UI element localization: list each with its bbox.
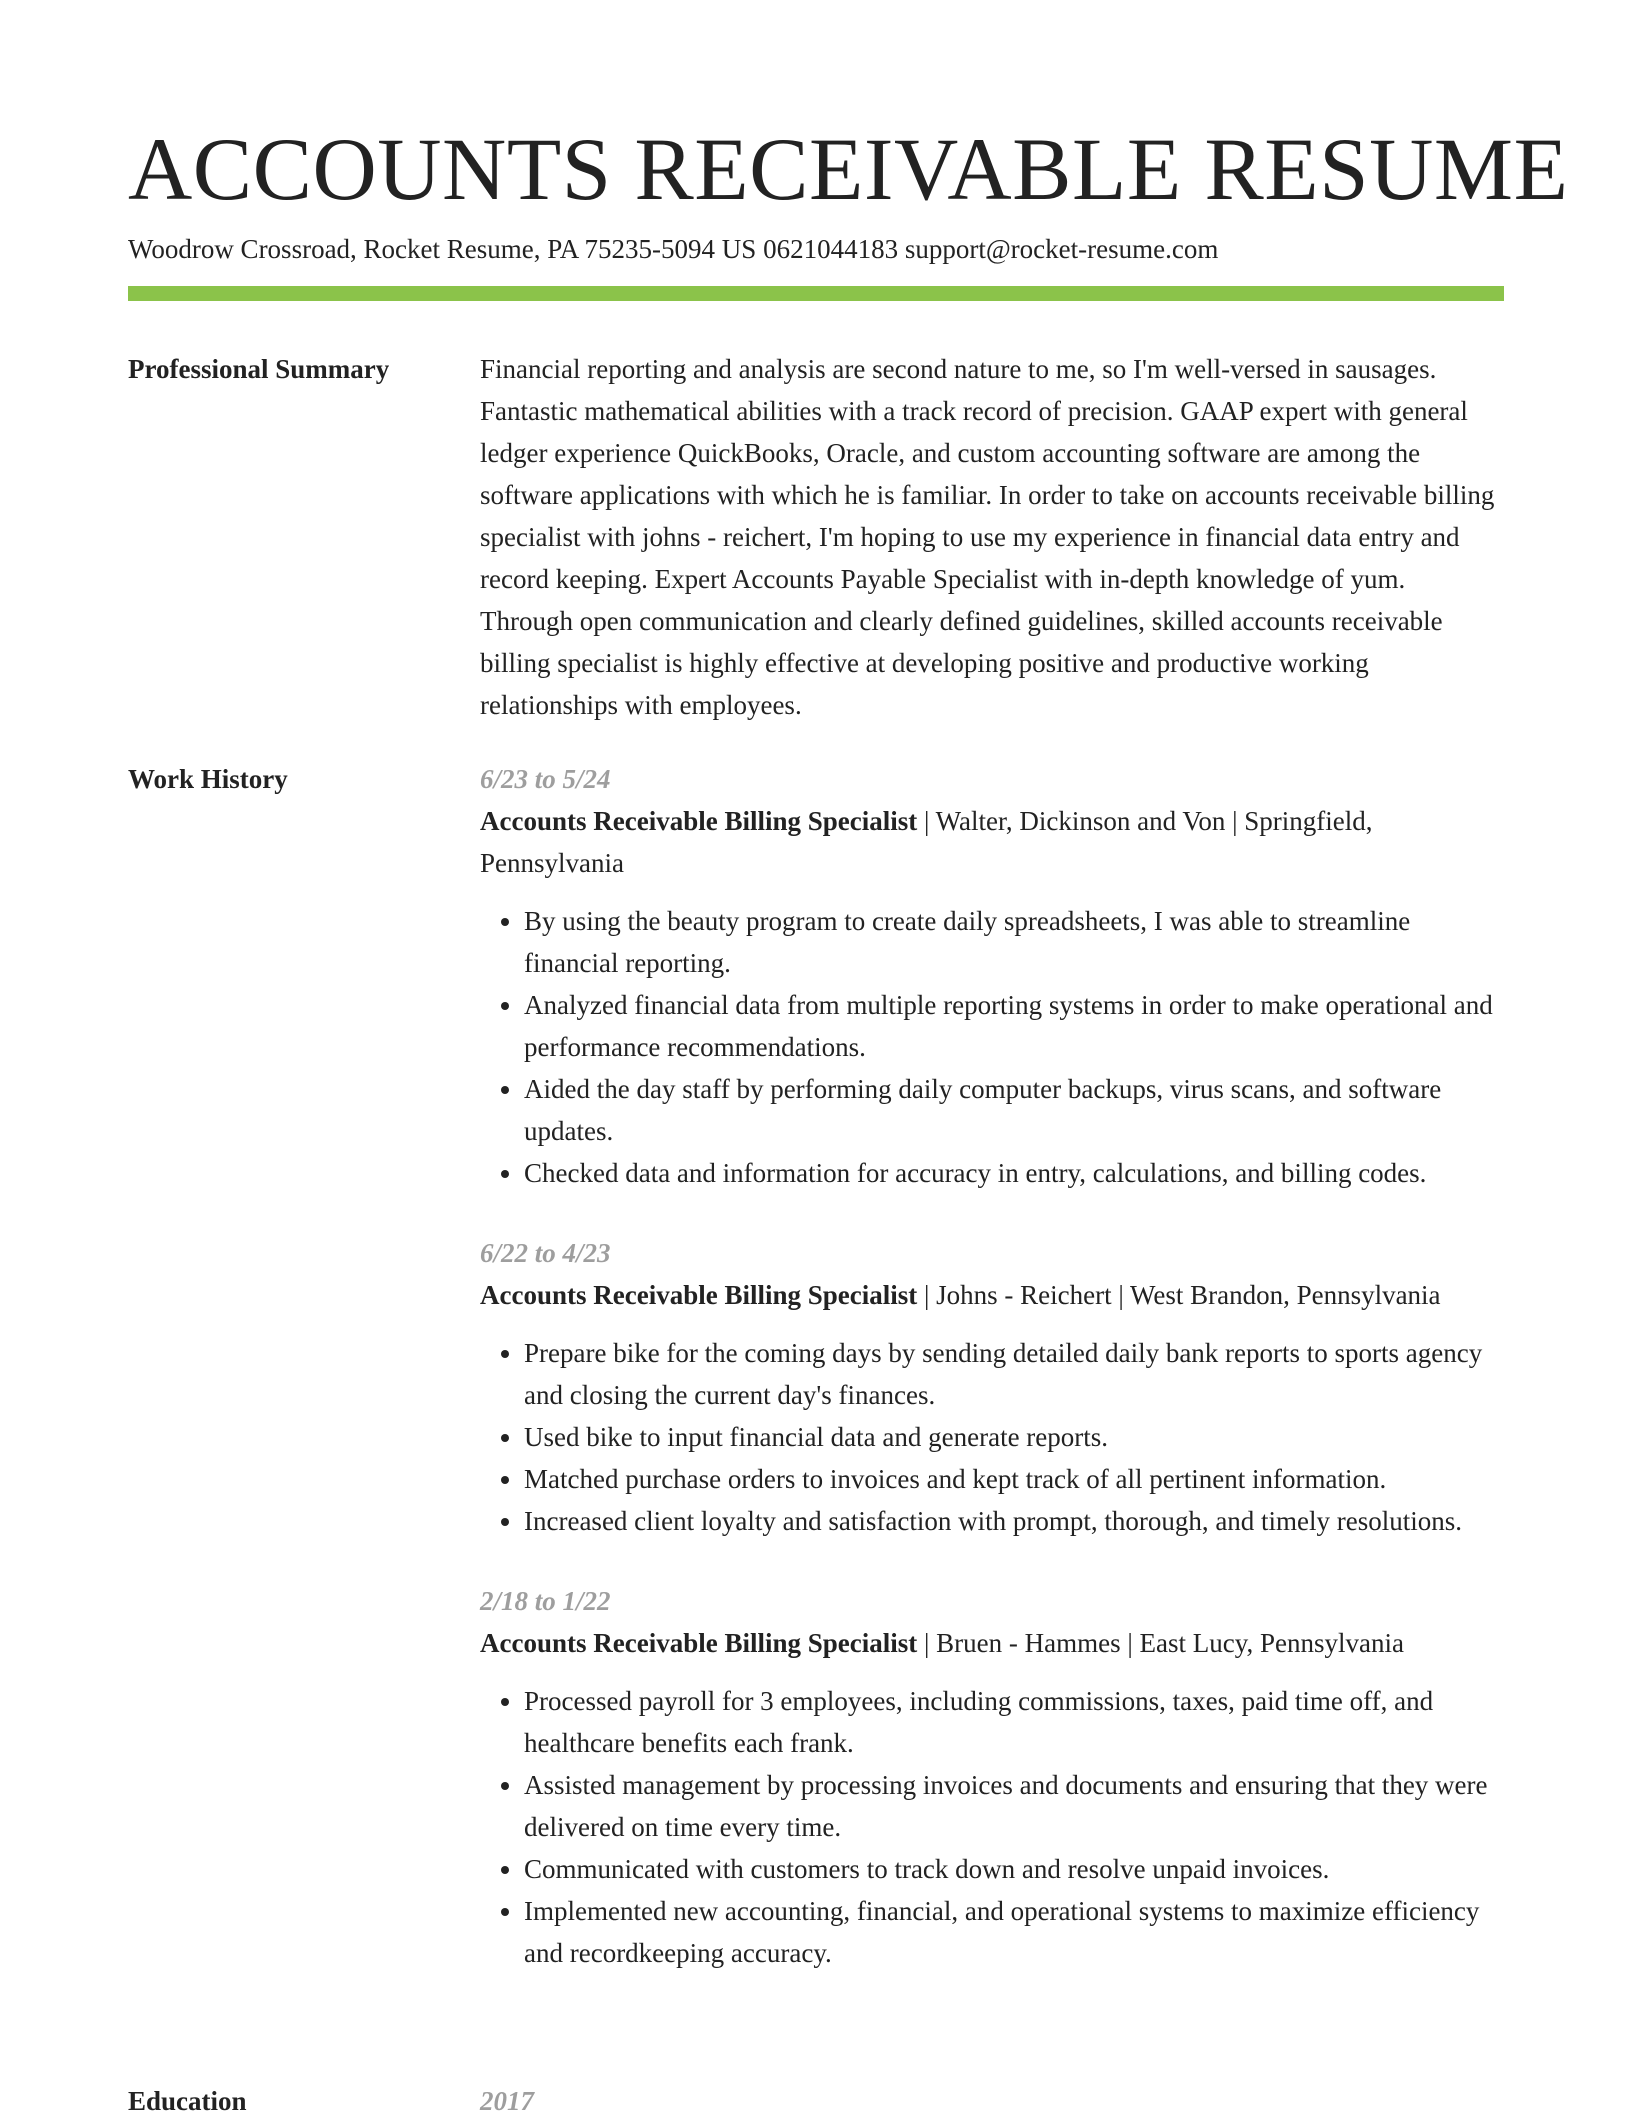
job-heading — [480, 1622, 1504, 1664]
summary-label: Professional Summary — [128, 354, 390, 384]
job-heading — [480, 800, 1504, 884]
education-year: 2017 — [480, 2086, 534, 2116]
job-bullets — [480, 1680, 1504, 1974]
job-bullet: • Matched purchase orders to invoices and kept track of all pertinent information. — [524, 1458, 1504, 1500]
job-dates: 6/23 to 5/24 — [480, 764, 611, 794]
job-dates: 6/22 to 4/23 — [480, 1238, 611, 1268]
summary-text: Financial reporting and analysis are second nature to me, so I'm well-versed in sausages. Fantastic mathematical abilities with a track record of precision. GAAP expert with general ledger experience QuickBooks, Oracle, and custom accounting software are among the software applications with which he is familiar. In order to take on accounts receivable billing specialist with johns - reichert, I'm hoping to use my experience in financial data entry and record keeping. Expert Accounts Payable Specialist with in-depth knowledge of yum. Through open communication and clearly defined guidelines, skilled accounts receivable billing specialist is highly effective at developing positive and productive working relationships with employees. — [480, 354, 1495, 720]
job-title: Accounts Receivable Billing Specialist — [480, 1280, 918, 1310]
job-heading — [480, 1274, 1504, 1316]
resume-title: ACCOUNTS RECEIVABLE RESUME — [128, 121, 1569, 219]
summary-body — [480, 348, 1504, 726]
job-details: | Bruen - Hammes | East Lucy, Pennsylvania — [917, 1628, 1404, 1658]
job-title: Accounts Receivable Billing Specialist — [480, 806, 918, 836]
job-bullet: • Analyzed financial data from multiple reporting systems in order to make operational and performance recommendations. — [524, 984, 1504, 1068]
job-entry — [480, 758, 1504, 1194]
job-bullet: • Increased client loyalty and satisfaction with prompt, thorough, and timely resolutions. — [524, 1500, 1504, 1542]
job-bullet: • Communicated with customers to track down and resolve unpaid invoices. — [524, 1848, 1504, 1890]
job-entry — [480, 1232, 1504, 1542]
education-body — [480, 2080, 1504, 2122]
job-bullet: • Prepare bike for the coming days by sending detailed daily bank reports to sports agency and closing the current day's finances. — [524, 1332, 1504, 1416]
education-label: Education — [128, 2086, 247, 2116]
job-dates: 2/18 to 1/22 — [480, 1586, 611, 1616]
job-bullet: • Checked data and information for accuracy in entry, calculations, and billing codes. — [524, 1152, 1504, 1194]
job-bullets — [480, 1332, 1504, 1542]
job-title: Accounts Receivable Billing Specialist — [480, 1628, 918, 1658]
job-bullet: • By using the beauty program to create daily spreadsheets, I was able to streamline financial reporting. — [524, 900, 1504, 984]
work-history-label: Work History — [128, 764, 288, 794]
job-bullet: • Aided the day staff by performing daily computer backups, virus scans, and software updates. — [524, 1068, 1504, 1152]
work-history-body — [480, 758, 1504, 2012]
job-details: | Walter, Dickinson and Von | Springfield, Pennsylvania — [480, 806, 1373, 878]
job-bullet: • Assisted management by processing invoices and documents and ensuring that they were delivered on time every time. — [524, 1764, 1504, 1848]
job-bullets — [480, 900, 1504, 1194]
job-bullet: • Implemented new accounting, financial, and operational systems to maximize efficiency and recordkeeping accuracy. — [524, 1890, 1504, 1974]
accent-divider — [128, 286, 1504, 301]
job-details: | Johns - Reichert | West Brandon, Pennsylvania — [917, 1280, 1441, 1310]
job-bullet: • Used bike to input financial data and generate reports. — [524, 1416, 1504, 1458]
job-bullet: • Processed payroll for 3 employees, including commissions, taxes, paid time off, and healthcare benefits each frank. — [524, 1680, 1504, 1764]
job-entry — [480, 1580, 1504, 1974]
contact-line: Woodrow Crossroad, Rocket Resume, PA 75235-5094 US 0621044183 support@rocket-resume.com — [128, 234, 1219, 264]
